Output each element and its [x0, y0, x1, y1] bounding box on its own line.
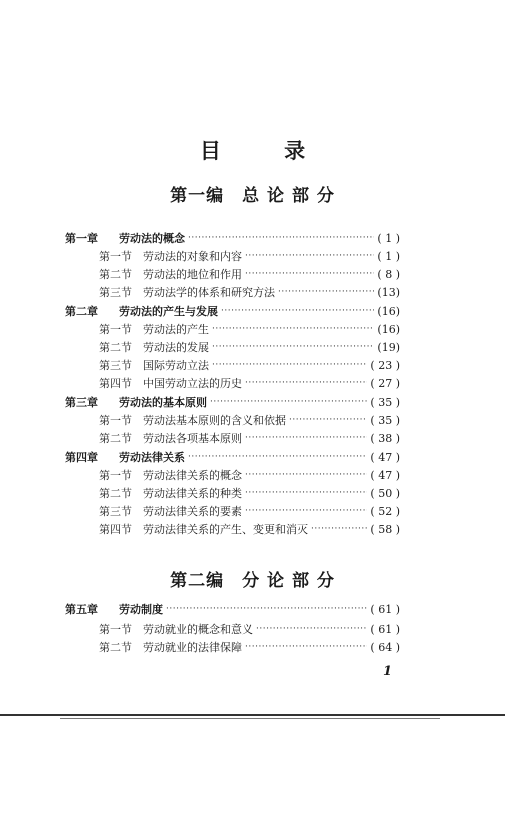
entry-title: 国际劳动立法 — [143, 359, 209, 372]
entry-number: 第五章 — [65, 603, 98, 616]
entry-number: 第一节 — [99, 623, 132, 636]
entry-number: 第二节 — [99, 641, 132, 654]
dot-leader — [245, 470, 367, 480]
entry-page: ( 1 ) — [377, 249, 400, 263]
entry-title: 劳动就业的法律保障 — [143, 641, 242, 654]
entry-page: (16) — [377, 304, 400, 318]
entry-title: 劳动法律关系的产生、变更和消灭 — [143, 523, 308, 536]
dot-leader — [245, 251, 374, 261]
entry-title: 劳动法的地位和作用 — [143, 268, 242, 281]
dot-leader — [212, 324, 374, 334]
part-heading-2 — [0, 566, 505, 591]
entry-page: ( 61 ) — [370, 622, 400, 636]
entry-number: 第四章 — [65, 451, 98, 464]
dot-leader — [212, 360, 367, 370]
entry-title: 劳动法律关系的概念 — [143, 469, 242, 482]
entry-title: 劳动法的对象和内容 — [143, 250, 242, 263]
entry-page: (16) — [377, 322, 400, 336]
toc-section-entry — [99, 620, 400, 638]
entry-page: ( 27 ) — [370, 376, 400, 390]
entry-number: 第一节 — [99, 250, 132, 263]
entry-page: (13) — [377, 285, 400, 299]
bottom-rule — [0, 714, 505, 716]
toc-section-entry — [99, 466, 400, 484]
toc-chapter-entry — [65, 448, 400, 466]
dot-leader — [245, 378, 367, 388]
entry-number: 第二节 — [99, 487, 132, 500]
dot-leader — [311, 524, 367, 534]
entry-page: ( 38 ) — [370, 431, 400, 445]
dot-leader — [256, 624, 367, 634]
entry-page: ( 58 ) — [370, 522, 400, 536]
entry-page: ( 61 ) — [370, 602, 400, 616]
toc-section-entry — [99, 265, 400, 283]
entry-title: 劳动法律关系的要素 — [143, 505, 242, 518]
entry-number: 第三节 — [99, 359, 132, 372]
dot-leader — [188, 452, 367, 462]
toc-section-entry — [99, 320, 400, 338]
entry-page: ( 47 ) — [370, 450, 400, 464]
entry-page: (19) — [377, 340, 400, 354]
entry-title: 劳动法律关系 — [119, 451, 185, 464]
entry-page: ( 52 ) — [370, 504, 400, 518]
toc-section-entry — [99, 429, 400, 447]
entry-number: 第一节 — [99, 414, 132, 427]
toc-section-entry — [99, 338, 400, 356]
dot-leader — [245, 433, 367, 443]
dot-leader — [188, 233, 374, 243]
toc-section-entry — [99, 484, 400, 502]
part-name: 总 论 部 分 — [242, 186, 335, 206]
entry-page: ( 47 ) — [370, 468, 400, 482]
toc-section-entry — [99, 520, 400, 538]
dot-leader — [245, 269, 374, 279]
page-title: 目 录 — [199, 138, 334, 163]
entry-page: ( 23 ) — [370, 358, 400, 372]
entry-number: 第二节 — [99, 341, 132, 354]
toc-section-entry — [99, 411, 400, 429]
entry-page: ( 64 ) — [370, 640, 400, 654]
entry-page: ( 1 ) — [377, 231, 400, 245]
toc-section-entry — [99, 356, 400, 374]
toc-chapter-entry — [65, 393, 400, 411]
page-number: 1 — [383, 664, 393, 679]
dot-leader — [221, 306, 374, 316]
entry-number: 第二节 — [99, 268, 132, 281]
dot-leader — [212, 342, 374, 352]
entry-page: ( 35 ) — [370, 413, 400, 427]
entry-number: 第二章 — [65, 305, 98, 318]
dot-leader — [278, 287, 374, 297]
toc-section-entry — [99, 283, 400, 301]
entry-number: 第二节 — [99, 432, 132, 445]
entry-page: ( 8 ) — [377, 267, 400, 281]
toc-section-entry — [99, 638, 400, 656]
entry-number: 第三节 — [99, 505, 132, 518]
dot-leader — [289, 415, 367, 425]
part-number: 第一编 — [170, 186, 225, 206]
toc-section-entry — [99, 502, 400, 520]
toc-chapter-entry — [65, 600, 400, 618]
entry-title: 劳动法各项基本原则 — [143, 432, 242, 445]
part-name: 分 论 部 分 — [242, 571, 335, 591]
toc-section-entry — [99, 247, 400, 265]
entry-title: 劳动制度 — [119, 603, 163, 616]
entry-title: 中国劳动立法的历史 — [143, 377, 242, 390]
entry-number: 第一节 — [99, 323, 132, 336]
entry-title: 劳动法的产生 — [143, 323, 209, 336]
entry-page: ( 35 ) — [370, 395, 400, 409]
entry-number: 第四节 — [99, 523, 132, 536]
dot-leader — [166, 604, 367, 614]
dot-leader — [245, 488, 367, 498]
dot-leader — [245, 506, 367, 516]
entry-page: ( 50 ) — [370, 486, 400, 500]
entry-title: 劳动法的产生与发展 — [119, 305, 218, 318]
dot-leader — [245, 642, 367, 652]
entry-number: 第三章 — [65, 396, 98, 409]
entry-title: 劳动法学的体系和研究方法 — [143, 286, 275, 299]
entry-title: 劳动法的发展 — [143, 341, 209, 354]
dot-leader — [210, 397, 367, 407]
toc-chapter-entry — [65, 229, 400, 247]
entry-title: 劳动法律关系的种类 — [143, 487, 242, 500]
entry-title: 劳动就业的概念和意义 — [143, 623, 253, 636]
entry-title: 劳动法基本原则的含义和依据 — [143, 414, 286, 427]
toc-section-entry — [99, 374, 400, 392]
entry-number: 第四节 — [99, 377, 132, 390]
entry-title: 劳动法的概念 — [119, 232, 185, 245]
entry-number: 第一节 — [99, 469, 132, 482]
entry-number: 第三节 — [99, 286, 132, 299]
entry-number: 第一章 — [65, 232, 98, 245]
entry-title: 劳动法的基本原则 — [119, 396, 207, 409]
bottom-rule-thin — [60, 718, 440, 719]
toc-chapter-entry — [65, 302, 400, 320]
part-number: 第二编 — [170, 571, 225, 591]
part-heading-1 — [0, 181, 505, 206]
